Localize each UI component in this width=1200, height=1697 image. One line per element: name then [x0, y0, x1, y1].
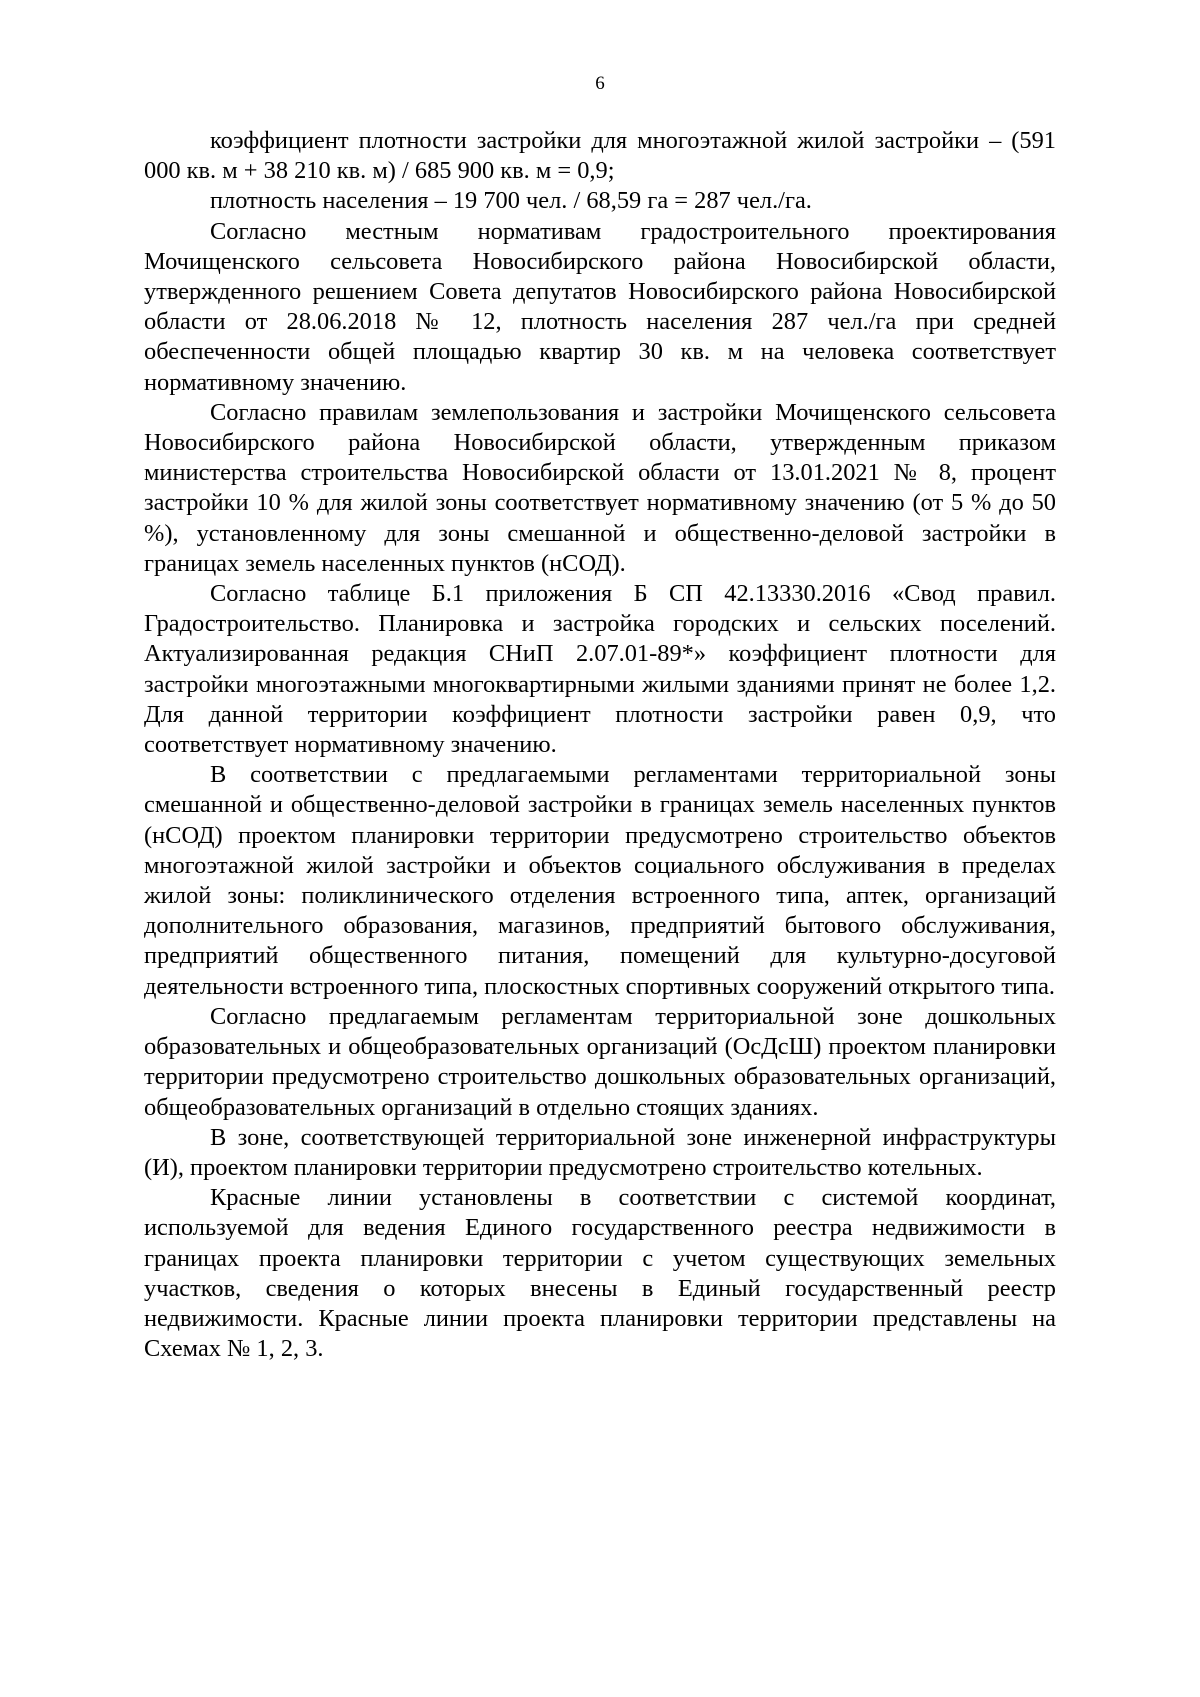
paragraph-density-coefficient: коэффициент плотности застройки для многоэтажной жилой застройки – (591 000 кв. м + 38 210 кв. м) / 685 900 кв. м = 0,9;	[144, 127, 1056, 185]
paragraph-nsod-zone: В соответствии с предлагаемыми регламентами территориальной зоны смешанной и общественно-деловой застройки в границах земель населенных пунктов (нСОД) проектом планировки территории предусмотрено строительство объектов многоэтажной жилой застройки и объектов социального обслуживания в пределах жилой зоны: поликлинического отделения встроенного типа, аптек, организаций дополнительного образования, магазинов, предприятий бытового обслуживания, предприятий общественного питания, помещений для культурно-досуговой деятельности встроенного типа, плоскостных спортивных сооружений открытого типа.	[144, 761, 1056, 1000]
paragraph-red-lines: Красные линии установлены в соответствии с системой координат, используемой для ведения Единого государственного реестра недвижимости в границах проекта планировки территории с учетом существующих земельных участков, сведения о которых внесены в Единый государственный реестр недвижимости. Красные линии проекта планировки территории представлены на Схемах № 1, 2, 3.	[144, 1184, 1056, 1363]
paragraph-local-standards: Согласно местным нормативам градостроительного проектирования Мочищенского сельсовета Новосибирского района Новосибирской области, утвержденного решением Совета депутатов Новосибирского района Новосибирской области от 28.06.2018 № 12, плотность населения 287 чел./га при средней обеспеченности общей площадью квартир 30 кв. м на человека соответствует нормативному значению.	[144, 217, 1056, 396]
document-body	[144, 126, 1056, 1364]
paragraph-osdssh-zone: Согласно предлагаемым регламентам территориальной зоне дошкольных образовательных и общеобразовательных организаций (ОсДсШ) проектом планировки территории предусмотрено строительство дошкольных образовательных организаций, общеобразовательных организаций в отдельно стоящих зданиях.	[144, 1002, 1056, 1121]
page-number: 6	[595, 73, 605, 94]
paragraph-population-density: плотность населения – 19 700 чел. / 68,59 га = 287 чел./га.	[210, 187, 812, 215]
paragraph-engineering-zone: В зоне, соответствующей территориальной зоне инженерной инфраструктуры (И), проектом планировки территории предусмотрено строительство котельных.	[144, 1123, 1056, 1181]
paragraph-sp-table: Согласно таблице Б.1 приложения Б СП 42.13330.2016 «Свод правил. Градостроительство. Планировка и застройка городских и сельских поселений. Актуализированная редакция СНиП 2.07.01-89*» коэффициент плотности для застройки многоэтажными многоквартирными жилыми зданиями принят не более 1,2. Для данной территории коэффициент плотности застройки равен 0,9, что соответствует нормативному значению.	[144, 580, 1056, 759]
paragraph-land-use-rules: Согласно правилам землепользования и застройки Мочищенского сельсовета Новосибирского района Новосибирской области, утвержденным приказом министерства строительства Новосибирской области от 13.01.2021 № 8, процент застройки 10 % для жилой зоны соответствует нормативному значению (от 5 % до 50 %), установленному для зоны смешанной и общественно-деловой застройки в границах земель населенных пунктов (нСОД).	[144, 398, 1056, 577]
